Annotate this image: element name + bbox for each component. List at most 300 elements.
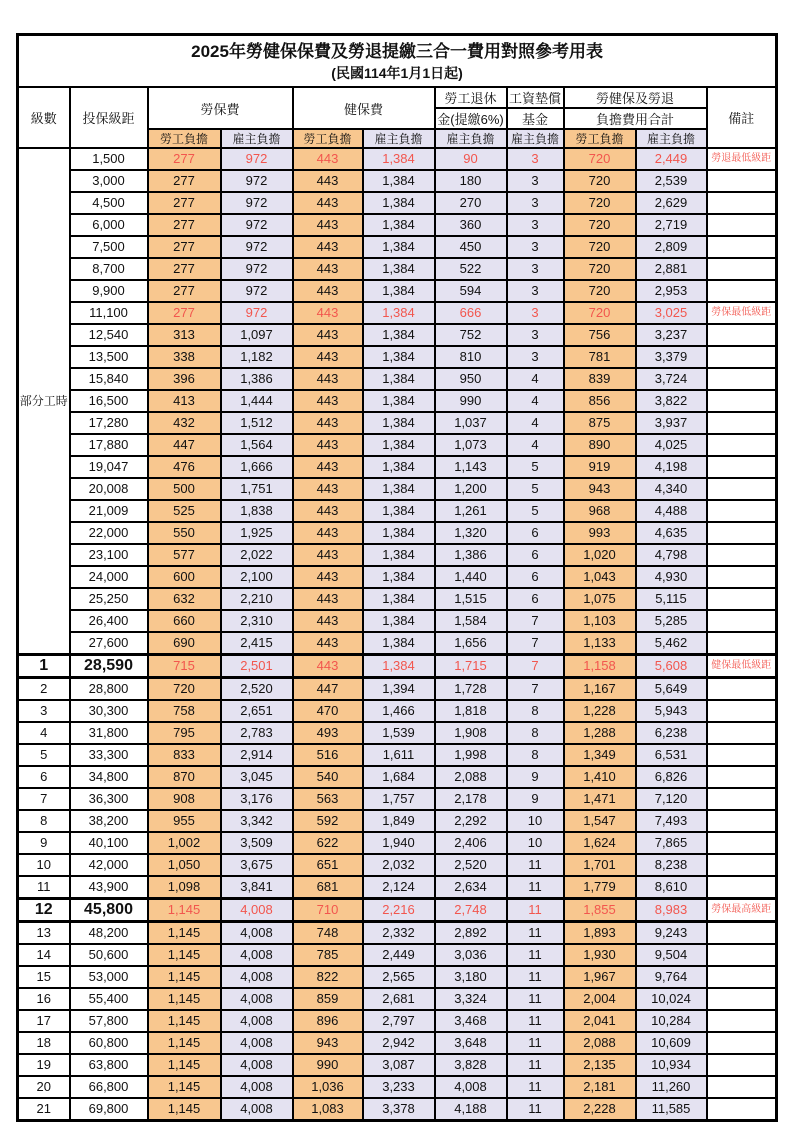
bracket-cell: 8,700 [70,258,148,280]
remark-cell: 勞保最高級距 [707,899,777,922]
value-cell: 1,182 [221,346,293,368]
title-row [18,35,777,88]
value-cell: 90 [435,148,507,170]
value-cell: 720 [564,280,636,302]
value-cell: 443 [293,390,363,412]
value-cell: 3,378 [363,1098,435,1121]
value-cell: 8,610 [636,876,707,899]
value-cell: 748 [293,922,363,945]
value-cell: 1,002 [148,832,221,854]
value-cell: 7 [507,632,564,655]
value-cell: 594 [435,280,507,302]
level-cell: 20 [18,1076,70,1098]
value-cell: 6 [507,588,564,610]
value-cell: 1,036 [293,1076,363,1098]
value-cell: 2,681 [363,988,435,1010]
value-cell: 3,648 [435,1032,507,1054]
subheader-wage-fund-employer: 雇主負擔 [507,129,564,148]
value-cell: 1,444 [221,390,293,412]
table-row [18,1098,777,1121]
table-row [18,655,777,678]
table-row [18,876,777,899]
bracket-cell: 13,500 [70,346,148,368]
value-cell: 758 [148,700,221,722]
value-cell: 1,394 [363,678,435,701]
value-cell: 1,855 [564,899,636,922]
remark-cell [707,170,777,192]
value-cell: 2,892 [435,922,507,945]
value-cell: 785 [293,944,363,966]
bracket-cell: 23,100 [70,544,148,566]
bracket-cell: 25,250 [70,588,148,610]
value-cell: 5,608 [636,655,707,678]
remark-cell [707,1098,777,1121]
value-cell: 2,310 [221,610,293,632]
value-cell: 2,501 [221,655,293,678]
value-cell: 3 [507,148,564,170]
value-cell: 2,041 [564,1010,636,1032]
value-cell: 3 [507,280,564,302]
value-cell: 3,180 [435,966,507,988]
value-cell: 270 [435,192,507,214]
bracket-cell: 63,800 [70,1054,148,1076]
value-cell: 8,983 [636,899,707,922]
value-cell: 6,826 [636,766,707,788]
value-cell: 990 [293,1054,363,1076]
table-row [18,832,777,854]
value-cell: 4,008 [221,944,293,966]
value-cell: 3,509 [221,832,293,854]
remark-cell [707,966,777,988]
col-header-bracket: 投保級距 [70,87,148,148]
value-cell: 1,384 [363,588,435,610]
bracket-cell: 28,590 [70,655,148,678]
value-cell: 3,233 [363,1076,435,1098]
bracket-cell: 33,300 [70,744,148,766]
table-row [18,148,777,170]
remark-cell [707,810,777,832]
bracket-cell: 45,800 [70,899,148,922]
value-cell: 1,073 [435,434,507,456]
table-row [18,1032,777,1054]
remark-cell [707,744,777,766]
value-cell: 666 [435,302,507,324]
value-cell: 1,849 [363,810,435,832]
value-cell: 972 [221,192,293,214]
value-cell: 4,008 [221,1076,293,1098]
value-cell: 3 [507,324,564,346]
page-subtitle: (民國114年1月1日起) [331,64,463,81]
table-body [18,148,777,1121]
value-cell: 2,953 [636,280,707,302]
value-cell: 1,684 [363,766,435,788]
bracket-cell: 26,400 [70,610,148,632]
table-row [18,258,777,280]
bracket-cell: 24,000 [70,566,148,588]
table-row [18,478,777,500]
remark-cell [707,988,777,1010]
value-cell: 1,547 [564,810,636,832]
value-cell: 277 [148,170,221,192]
bracket-cell: 4,500 [70,192,148,214]
value-cell: 1,564 [221,434,293,456]
remark-cell [707,876,777,899]
value-cell: 8 [507,722,564,744]
bracket-cell: 6,000 [70,214,148,236]
value-cell: 5,285 [636,610,707,632]
value-cell: 795 [148,722,221,744]
value-cell: 11 [507,966,564,988]
bracket-cell: 21,009 [70,500,148,522]
level-cell: 4 [18,722,70,744]
value-cell: 9,243 [636,922,707,945]
remark-cell [707,944,777,966]
value-cell: 3,937 [636,412,707,434]
remark-cell [707,258,777,280]
table-row [18,302,777,324]
value-cell: 1,145 [148,944,221,966]
value-cell: 1,384 [363,368,435,390]
value-cell: 720 [564,302,636,324]
level-cell: 2 [18,678,70,701]
value-cell: 1,940 [363,832,435,854]
remark-cell [707,788,777,810]
value-cell: 1,384 [363,522,435,544]
value-cell: 1,728 [435,678,507,701]
bracket-cell: 27,600 [70,632,148,655]
value-cell: 1,145 [148,1076,221,1098]
col-header-labor-insurance: 勞保費 [148,87,293,129]
value-cell: 1,666 [221,456,293,478]
value-cell: 3,036 [435,944,507,966]
subheader-labor-employee: 勞工負擔 [148,129,221,148]
value-cell: 1,228 [564,700,636,722]
remark-cell [707,478,777,500]
value-cell: 4 [507,368,564,390]
value-cell: 2,292 [435,810,507,832]
value-cell: 9,504 [636,944,707,966]
remark-cell [707,214,777,236]
level-cell: 6 [18,766,70,788]
value-cell: 443 [293,412,363,434]
value-cell: 3,176 [221,788,293,810]
value-cell: 1,384 [363,655,435,678]
level-cell: 5 [18,744,70,766]
value-cell: 6,531 [636,744,707,766]
value-cell: 443 [293,566,363,588]
value-cell: 11,260 [636,1076,707,1098]
col-header-pension-line1: 勞工退休 [435,87,507,108]
value-cell: 4,930 [636,566,707,588]
value-cell: 443 [293,456,363,478]
value-cell: 1,384 [363,412,435,434]
value-cell: 11 [507,1076,564,1098]
value-cell: 11 [507,988,564,1010]
value-cell: 1,384 [363,346,435,368]
value-cell: 443 [293,280,363,302]
level-cell: 11 [18,876,70,899]
remark-cell [707,544,777,566]
value-cell: 4 [507,434,564,456]
level-cell: 14 [18,944,70,966]
value-cell: 4,008 [435,1076,507,1098]
value-cell: 1,715 [435,655,507,678]
value-cell: 972 [221,236,293,258]
value-cell: 890 [564,434,636,456]
value-cell: 972 [221,170,293,192]
value-cell: 870 [148,766,221,788]
value-cell: 2,088 [435,766,507,788]
value-cell: 3 [507,236,564,258]
remark-cell [707,766,777,788]
value-cell: 822 [293,966,363,988]
remark-cell [707,854,777,876]
value-cell: 4,188 [435,1098,507,1121]
remark-cell [707,522,777,544]
value-cell: 4,488 [636,500,707,522]
value-cell: 3,324 [435,988,507,1010]
value-cell: 1,584 [435,610,507,632]
value-cell: 2,332 [363,922,435,945]
bracket-cell: 66,800 [70,1076,148,1098]
value-cell: 2,032 [363,854,435,876]
value-cell: 6,238 [636,722,707,744]
value-cell: 875 [564,412,636,434]
value-cell: 2,135 [564,1054,636,1076]
table-row [18,766,777,788]
value-cell: 11 [507,854,564,876]
table-row [18,280,777,302]
table-row [18,722,777,744]
bracket-cell: 40,100 [70,832,148,854]
value-cell: 4,008 [221,922,293,945]
col-header-total-line1: 勞健保及勞退 [564,87,707,108]
value-cell: 2,651 [221,700,293,722]
table-row [18,192,777,214]
value-cell: 1,037 [435,412,507,434]
value-cell: 1,384 [363,544,435,566]
value-cell: 10 [507,832,564,854]
value-cell: 7 [507,655,564,678]
subheader-total-employee: 勞工負擔 [564,129,636,148]
table-row [18,700,777,722]
level-cell: 16 [18,988,70,1010]
value-cell: 1,167 [564,678,636,701]
bracket-cell: 43,900 [70,876,148,899]
remark-cell [707,346,777,368]
value-cell: 990 [435,390,507,412]
value-cell: 3 [507,170,564,192]
value-cell: 10,024 [636,988,707,1010]
value-cell: 4,340 [636,478,707,500]
value-cell: 3,724 [636,368,707,390]
level-cell: 3 [18,700,70,722]
bracket-cell: 38,200 [70,810,148,832]
remark-cell [707,832,777,854]
value-cell: 443 [293,236,363,258]
value-cell: 720 [564,148,636,170]
value-cell: 1,440 [435,566,507,588]
value-cell: 443 [293,478,363,500]
level-cell: 8 [18,810,70,832]
value-cell: 443 [293,588,363,610]
value-cell: 1,349 [564,744,636,766]
remark-cell [707,456,777,478]
value-cell: 2,914 [221,744,293,766]
value-cell: 1,261 [435,500,507,522]
table-row [18,944,777,966]
remark-cell [707,588,777,610]
table-row [18,610,777,632]
value-cell: 450 [435,236,507,258]
value-cell: 1,998 [435,744,507,766]
remark-cell [707,192,777,214]
value-cell: 972 [221,214,293,236]
value-cell: 432 [148,412,221,434]
value-cell: 1,384 [363,236,435,258]
value-cell: 1,818 [435,700,507,722]
value-cell: 2,449 [636,148,707,170]
value-cell: 3,087 [363,1054,435,1076]
value-cell: 1,751 [221,478,293,500]
bracket-cell: 11,100 [70,302,148,324]
value-cell: 11 [507,1054,564,1076]
value-cell: 1,103 [564,610,636,632]
table-row [18,434,777,456]
level-cell: 15 [18,966,70,988]
remark-cell [707,610,777,632]
value-cell: 4,198 [636,456,707,478]
remark-cell [707,678,777,701]
table-row [18,236,777,258]
value-cell: 277 [148,148,221,170]
table-row [18,788,777,810]
value-cell: 11 [507,1032,564,1054]
table-row [18,1054,777,1076]
value-cell: 3 [507,258,564,280]
bracket-cell: 7,500 [70,236,148,258]
value-cell: 7,493 [636,810,707,832]
value-cell: 5 [507,478,564,500]
value-cell: 443 [293,522,363,544]
value-cell: 443 [293,192,363,214]
value-cell: 833 [148,744,221,766]
value-cell: 4,025 [636,434,707,456]
value-cell: 5 [507,456,564,478]
table-row [18,170,777,192]
value-cell: 660 [148,610,221,632]
value-cell: 2,629 [636,192,707,214]
value-cell: 1,098 [148,876,221,899]
value-cell: 968 [564,500,636,522]
bracket-cell: 42,000 [70,854,148,876]
value-cell: 6 [507,522,564,544]
header-row-1 [18,87,777,108]
value-cell: 943 [564,478,636,500]
value-cell: 1,539 [363,722,435,744]
value-cell: 277 [148,258,221,280]
value-cell: 9,764 [636,966,707,988]
value-cell: 1,145 [148,966,221,988]
table-row [18,390,777,412]
table-row [18,456,777,478]
value-cell: 2,100 [221,566,293,588]
value-cell: 11 [507,876,564,899]
group-label-cell: 部分工時 [18,148,70,655]
value-cell: 522 [435,258,507,280]
value-cell: 550 [148,522,221,544]
value-cell: 1,410 [564,766,636,788]
value-cell: 180 [435,170,507,192]
value-cell: 1,471 [564,788,636,810]
value-cell: 6 [507,544,564,566]
value-cell: 908 [148,788,221,810]
level-cell: 10 [18,854,70,876]
value-cell: 1,656 [435,632,507,655]
value-cell: 972 [221,280,293,302]
value-cell: 5,649 [636,678,707,701]
bracket-cell: 16,500 [70,390,148,412]
value-cell: 3 [507,346,564,368]
bracket-cell: 60,800 [70,1032,148,1054]
value-cell: 1,384 [363,478,435,500]
value-cell: 10,934 [636,1054,707,1076]
subheader-labor-employer: 雇主負擔 [221,129,293,148]
level-cell: 7 [18,788,70,810]
value-cell: 1,701 [564,854,636,876]
remark-cell [707,434,777,456]
value-cell: 277 [148,214,221,236]
table-row [18,678,777,701]
value-cell: 1,384 [363,302,435,324]
value-cell: 2,181 [564,1076,636,1098]
value-cell: 1,384 [363,456,435,478]
table-row [18,522,777,544]
table-row [18,744,777,766]
remark-cell [707,280,777,302]
value-cell: 4,635 [636,522,707,544]
value-cell: 2,748 [435,899,507,922]
remark-cell [707,1010,777,1032]
remark-cell [707,700,777,722]
col-header-pension-line2: 金(提繳6%) [435,108,507,129]
value-cell: 3,025 [636,302,707,324]
value-cell: 681 [293,876,363,899]
bracket-cell: 19,047 [70,456,148,478]
value-cell: 3,675 [221,854,293,876]
bracket-cell: 31,800 [70,722,148,744]
table-row [18,214,777,236]
value-cell: 396 [148,368,221,390]
value-cell: 839 [564,368,636,390]
value-cell: 540 [293,766,363,788]
subheader-health-employer: 雇主負擔 [363,129,435,148]
value-cell: 8,238 [636,854,707,876]
value-cell: 1,200 [435,478,507,500]
value-cell: 4,008 [221,988,293,1010]
value-cell: 1,145 [148,1032,221,1054]
value-cell: 443 [293,302,363,324]
level-cell: 21 [18,1098,70,1121]
bracket-cell: 55,400 [70,988,148,1010]
value-cell: 2,124 [363,876,435,899]
value-cell: 338 [148,346,221,368]
subheader-health-employee: 勞工負擔 [293,129,363,148]
value-cell: 313 [148,324,221,346]
value-cell: 443 [293,346,363,368]
value-cell: 972 [221,148,293,170]
table-row [18,1010,777,1032]
